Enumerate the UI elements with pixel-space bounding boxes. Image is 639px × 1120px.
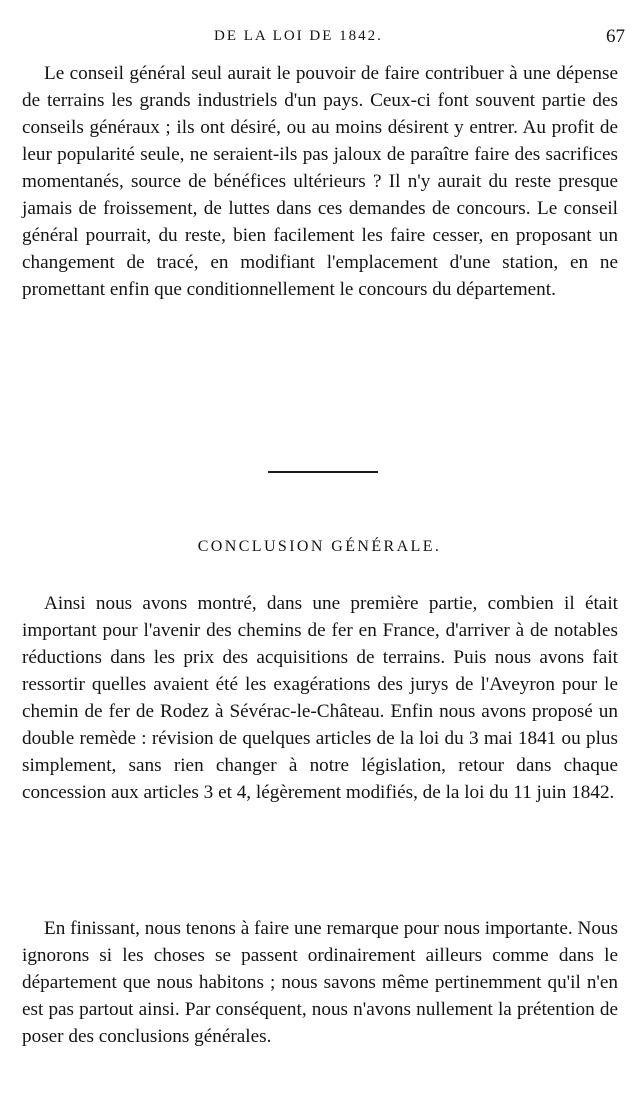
paragraph-remarque: En finissant, nous tenons à faire une remarque pour nous importante. Nous ignorons si les choses se passent ordinairement ailleurs comme dans le département que nous habitons ; nous savons même pertinemment qu'il n'en est pas partout ainsi. Par conséquent, nous n'avons nullement la prétention de poser des conclusions générales. (22, 918, 618, 1047)
running-head (0, 28, 639, 52)
page-number: 67 (606, 26, 625, 47)
paragraph-conclusion: Ainsi nous avons montré, dans une première partie, combien il était important pour l'avenir des chemins de fer en France, d'arriver à de notables réductions dans les prix des acquisitions de terrains. Puis nous avons fait ressortir quelles avaient été les exagérations des jurys de l'Aveyron pour le chemin de fer de Rodez à Sévérac-le-Château. Enfin nous avons proposé un double remède : révision de quelques articles de la loi du 3 mai 1841 ou plus simplement, sans rien changer à notre législation, retour dans chaque concession aux articles 3 et 4, légèrement modifiés, de la loi du 11 juin 1842. (22, 593, 618, 803)
section-divider-rule (268, 471, 378, 473)
section-heading: CONCLUSION GÉNÉRALE. (197, 538, 442, 555)
running-title: DE LA LOI DE 1842. (214, 28, 383, 44)
paragraph-conseil-general: Le conseil général seul aurait le pouvoir de faire contribuer à une dépense de terrains les grands industriels d'un pays. Ceux-ci font souvent partie des conseils généraux ; ils ont désiré, ou au moins désirent y entrer. Au profit de leur popularité seule, ne seraient-ils pas jaloux de paraître faire des sacrifices momentanés, source de bénéfices ultérieurs ? Il n'y aurait du reste presque jamais de froissement, de luttes dans ces demandes de concours. Le conseil général pourrait, du reste, bien facilement les faire cesser, en proposant un changement de tracé, en modifiant l'emplacement d'une station, en ne promettant enfin que conditionnellement le concours du département. (22, 63, 618, 300)
